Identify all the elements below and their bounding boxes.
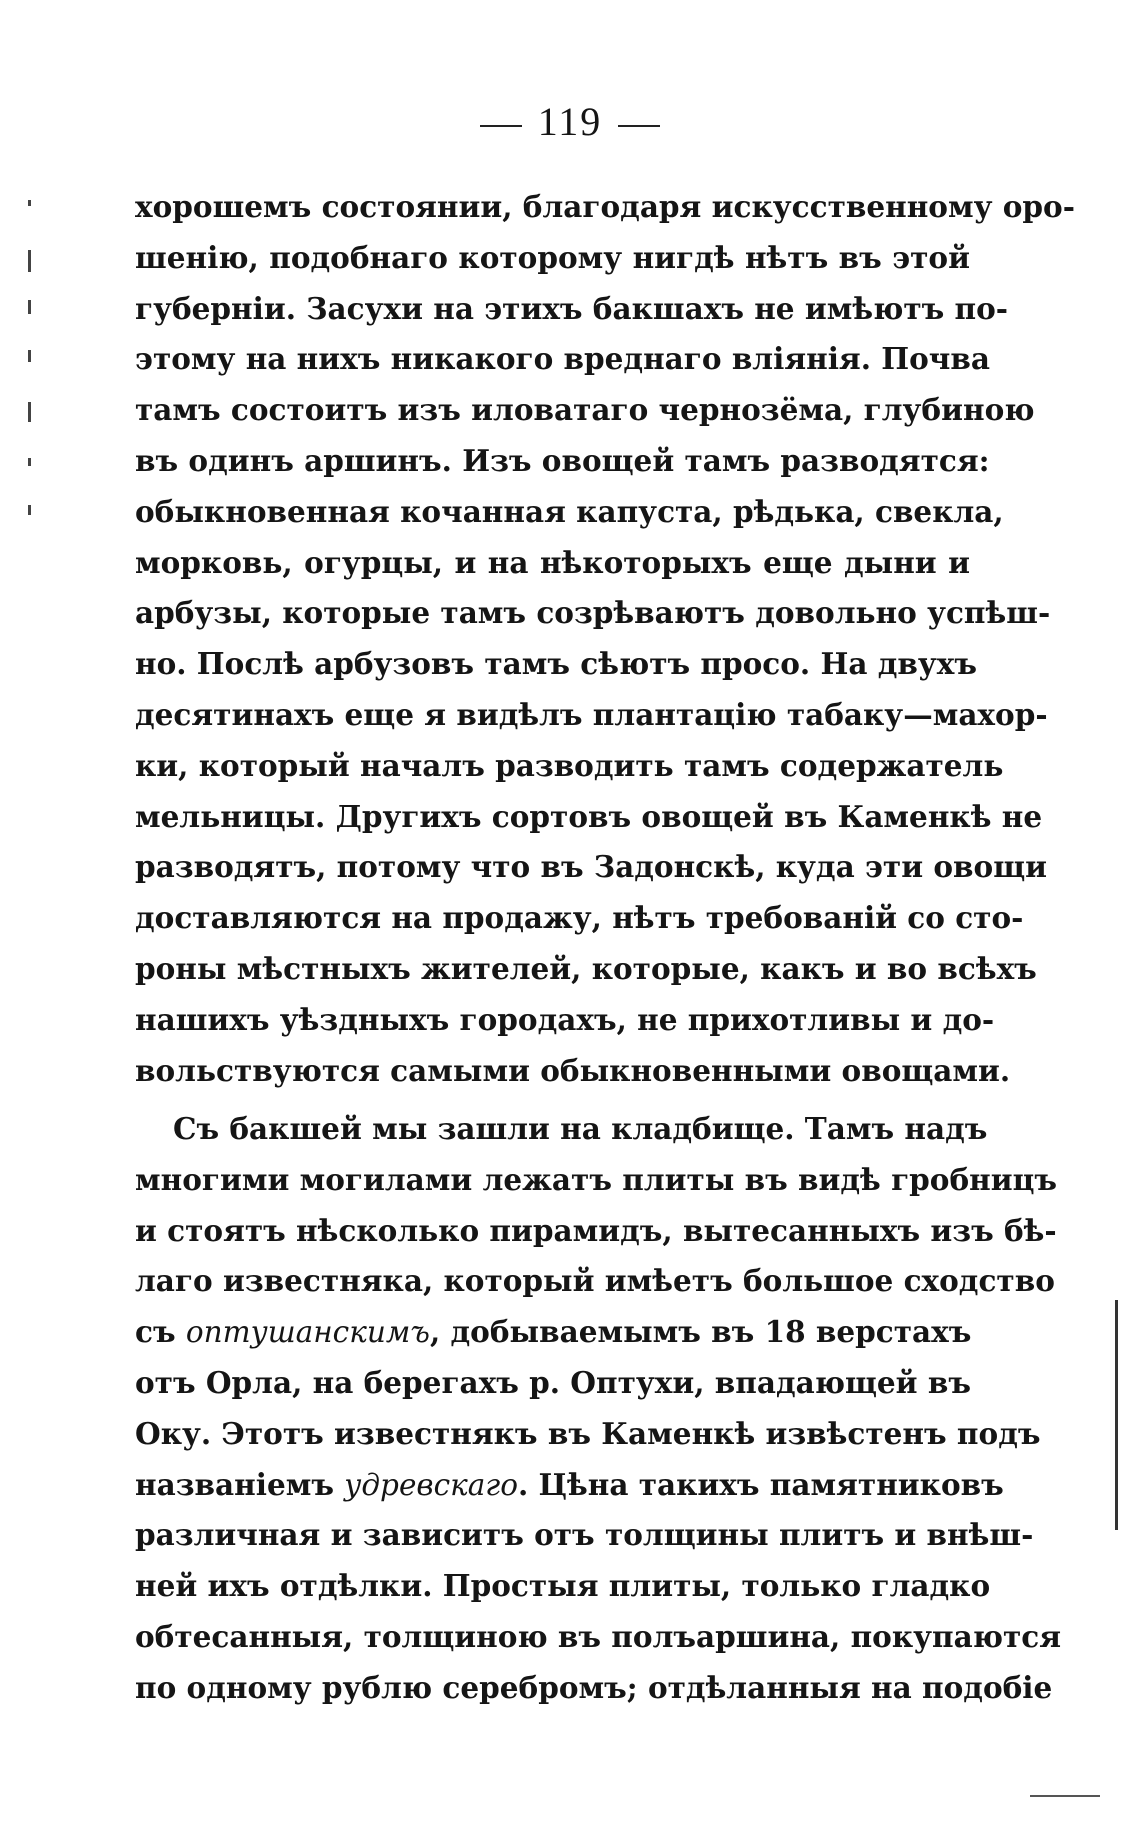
- text-line-mixed: [135, 1460, 1004, 1511]
- margin-mark: [28, 458, 31, 466]
- text-line: ки, который началъ разводить тамъ содержатель: [135, 747, 1004, 783]
- margin-mark: [28, 250, 31, 272]
- text-line: отъ Орла, на берегахъ р. Оптухи, впадающей въ: [135, 1364, 971, 1400]
- margin-mark: [28, 505, 31, 515]
- text-line: хорошемъ состоянии, благодаря искусственному оро-: [135, 189, 1075, 224]
- text-line: десятинахъ еще я видѣлъ плантацію табаку—махор-: [135, 696, 1048, 732]
- text-line: разводятъ, потому что въ Задонскѣ, куда эти овощи: [135, 849, 1048, 885]
- page-number-text: 119: [537, 99, 603, 144]
- text-segment: , добываемымъ въ 18 верстахъ: [429, 1314, 972, 1350]
- text-segment: . Цѣна такихъ памятниковъ: [517, 1466, 1004, 1502]
- text-line: по одному рублю серебромъ; отдѣланныя на подобіе: [135, 1669, 1053, 1705]
- text-line: Оку. Этотъ известнякъ въ Каменкѣ извѣстенъ подъ: [135, 1415, 1041, 1451]
- text-line: шенію, подобнаго которому нигдѣ нѣтъ въ этой: [135, 239, 970, 275]
- text-line: этому на нихъ никакого вреднаго вліянія. Почва: [135, 341, 990, 377]
- page-number-dash-left: [480, 125, 522, 127]
- margin-mark: [28, 300, 31, 314]
- bottom-right-rule: [1030, 1795, 1100, 1797]
- margin-mark: [28, 200, 31, 206]
- text-line: мельницы. Другихъ сортовъ овощей въ Каменкѣ не: [135, 798, 1043, 834]
- text-line: и стоятъ нѣсколько пирамидъ, вытесанныхъ изъ бѣ-: [135, 1212, 1057, 1248]
- text-line: губерніи. Засухи на этихъ бакшахъ не имѣютъ по-: [135, 290, 1009, 326]
- text-line: арбузы, которые тамъ созрѣваютъ довольно успѣш-: [135, 595, 1051, 631]
- paragraph-2: [135, 1104, 1062, 1714]
- text-line: тамъ состоитъ изъ иловатаго чернозёма, глубиною: [135, 392, 1035, 428]
- text-line: лаго известняка, который имѣетъ большое сходство: [135, 1263, 1055, 1299]
- margin-mark: [28, 350, 31, 362]
- paragraph-1: [135, 182, 1075, 1096]
- text-line: Съ бакшей мы зашли на кладбище. Тамъ надъ: [173, 1111, 988, 1146]
- text-line: но. Послѣ арбузовъ тамъ сѣютъ просо. На двухъ: [135, 646, 977, 682]
- text-segment: названіемъ: [135, 1466, 334, 1502]
- text-line: ней ихъ отдѣлки. Простыя плиты, только гладко: [135, 1568, 991, 1604]
- margin-mark: [28, 402, 31, 422]
- italic-term: оптушанскимъ: [185, 1315, 430, 1350]
- text-line: обтесанныя, толщиною въ полъаршина, покупаются: [135, 1618, 1062, 1654]
- text-line: доставляются на продажу, нѣтъ требованій со сто-: [135, 900, 1024, 936]
- text-line: въ одинъ аршинъ. Изъ овощей тамъ разводятся:: [135, 442, 990, 478]
- italic-term: удревскаго: [344, 1467, 518, 1502]
- text-line: обыкновенная кочанная капуста, рѣдька, свекла,: [135, 493, 1004, 529]
- text-line: многими могилами лежатъ плиты въ видѣ гробницъ: [135, 1161, 1058, 1197]
- text-line: морковь, огурцы, и на нѣкоторыхъ еще дыни и: [135, 544, 970, 580]
- text-line: роны мѣстныхъ жителей, которые, какъ и во всѣхъ: [135, 950, 1037, 986]
- text-line: вольствуются самыми обыкновенными овощами.: [135, 1052, 1011, 1088]
- text-line: нашихъ уѣздныхъ городахъ, не прихотливы и до-: [135, 1001, 995, 1037]
- text-segment: съ: [135, 1314, 176, 1350]
- text-line-mixed: [135, 1307, 970, 1358]
- text-line: различная и зависитъ отъ толщины плитъ и внѣш-: [135, 1517, 1034, 1553]
- page-number-dash-right: [618, 125, 660, 127]
- page-number: [0, 98, 1140, 145]
- right-margin-rule: [1115, 1300, 1118, 1530]
